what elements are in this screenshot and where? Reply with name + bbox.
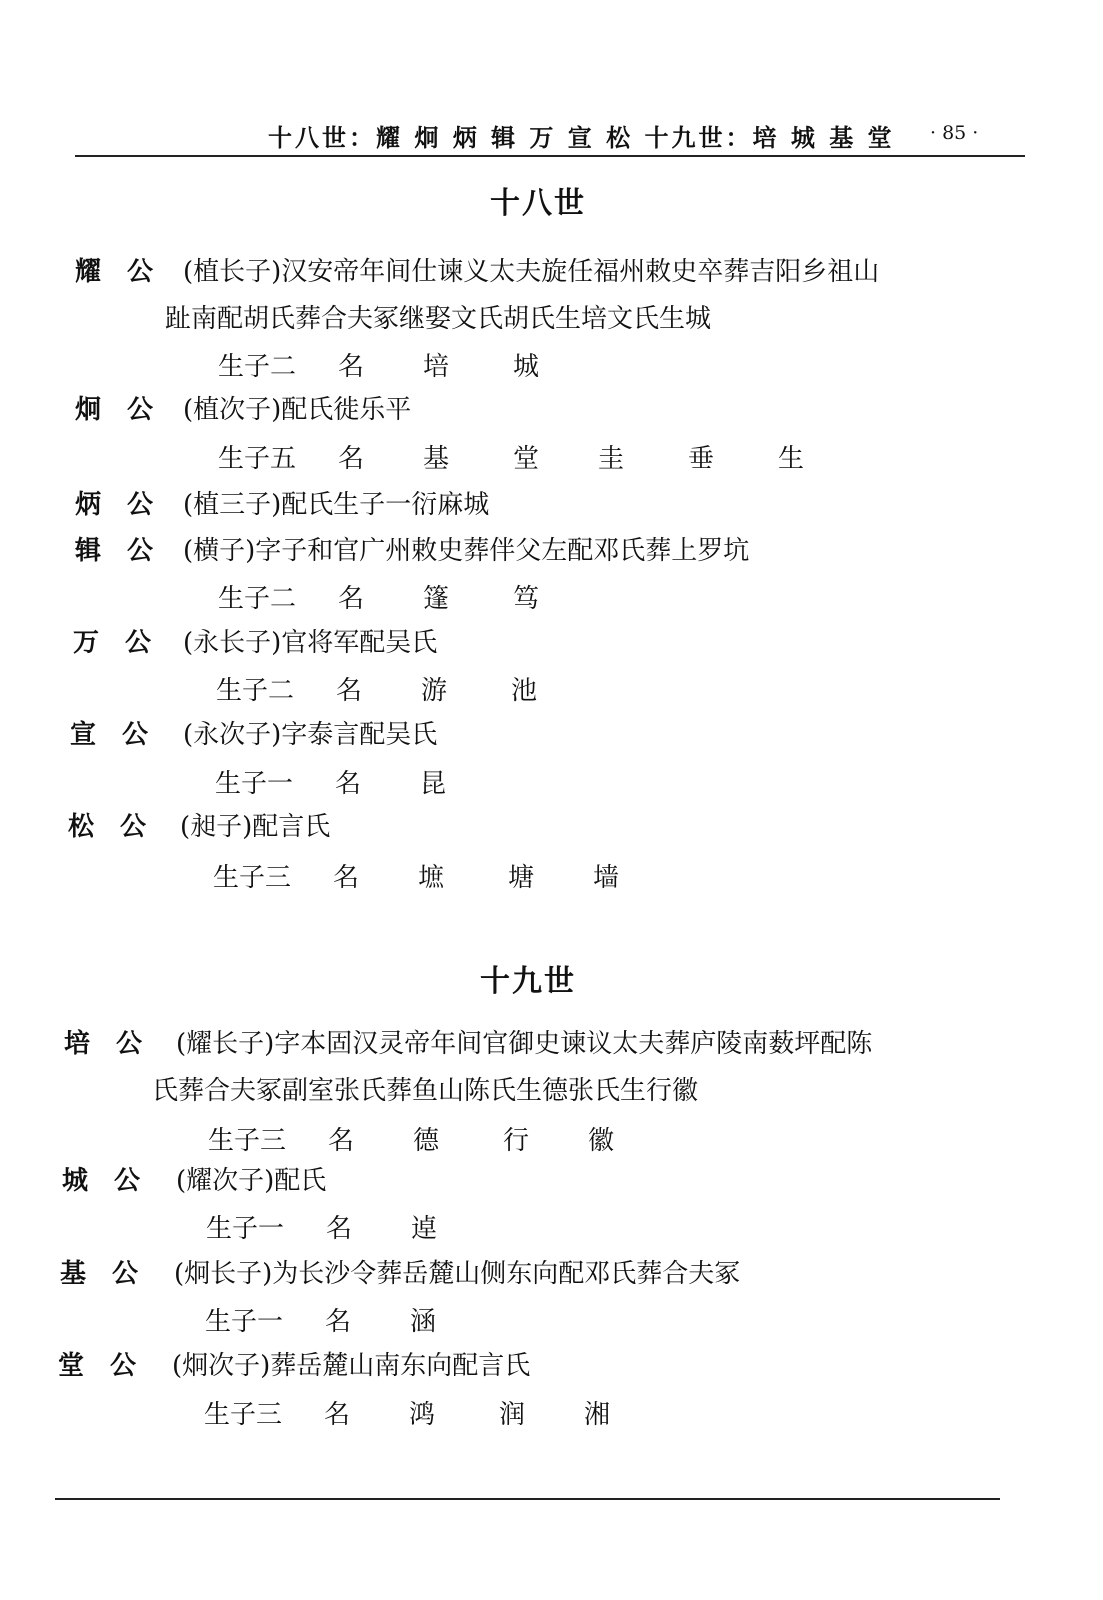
ancestor-honorific: 公 [112,1259,139,1289]
sons-line [0,582,1103,616]
ancestor-given-name: 炳 [75,490,102,520]
sons-name-label: 名 [326,1214,353,1244]
entry-description: (植次子)配氏徙乐平 [183,395,412,425]
son-name: 德 [413,1126,440,1156]
ancestor-given-name: 堂 [58,1351,85,1381]
son-name: 城 [513,352,540,382]
top-rule [75,155,1025,157]
ancestor-name [75,255,153,289]
son-name: 篷 [423,584,450,614]
sons-name-label: 名 [338,444,365,474]
sons-line [0,1398,1103,1432]
ancestor-name [68,810,146,844]
sons-count: 生子三 [204,1400,283,1430]
ancestor-name [58,1349,136,1383]
entry-description-continued: 趾南配胡氏葬合夫冢继娶文氏胡氏生培文氏生城 [165,304,712,334]
entry-description-continued: 氏葬合夫冢副室张氏葬鱼山陈氏生德张氏生行徽 [152,1076,699,1106]
ancestor-honorific: 公 [127,490,154,520]
son-name: 生 [778,444,805,474]
entry-description: (横子)字子和官广州敕史葬伴父左配邓氏葬上罗坑 [183,536,750,566]
ancestor-honorific: 公 [122,720,149,750]
sons-line [0,1124,1103,1158]
sons-count: 生子二 [216,676,295,706]
bottom-rule [55,1498,1000,1500]
sons-count: 生子一 [205,1307,284,1337]
son-name: 基 [423,444,450,474]
entry-description: (永长子)官将军配吴氏 [183,628,438,658]
ancestor-honorific: 公 [120,812,147,842]
sons-name-label: 名 [336,676,363,706]
sons-line [0,674,1103,708]
sons-count: 生子五 [218,444,297,474]
ancestor-name [75,393,153,427]
sons-line [0,1305,1103,1339]
sons-name-label: 名 [333,863,360,893]
ancestor-honorific: 公 [127,257,154,287]
entry-description: (永次子)字泰言配吴氏 [183,720,438,750]
sons-line [0,861,1103,895]
generation-title: 十九世 [480,964,576,999]
sons-name-label: 名 [338,584,365,614]
sons-count: 生子二 [218,352,297,382]
sons-count: 生子三 [213,863,292,893]
son-name: 行 [503,1126,530,1156]
sons-count: 生子一 [206,1214,285,1244]
ancestor-name [75,534,153,568]
ancestor-given-name: 培 [64,1029,91,1059]
sons-line [0,1212,1103,1246]
ancestor-honorific: 公 [127,395,154,425]
son-name: 昆 [420,769,447,799]
ancestor-honorific: 公 [114,1166,141,1196]
sons-count: 生子二 [218,584,297,614]
sons-count: 生子一 [215,769,294,799]
son-name: 游 [421,676,448,706]
ancestor-name [75,488,153,522]
ancestor-honorific: 公 [125,628,152,658]
entry-description: (耀长子)字本固汉灵帝年间官御史谏议太夫葬庐陵南薮坪配陈 [176,1029,873,1059]
son-name: 垂 [688,444,715,474]
son-name: 墌 [418,863,445,893]
entry-description: (炯次子)葬岳麓山南东向配言氏 [172,1351,531,1381]
entry-description: (植长子)汉安帝年间仕谏义太夫旋任福州敕史卒葬吉阳乡祖山 [183,257,880,287]
page-number: · 85 · [930,122,979,144]
ancestor-given-name: 松 [68,812,95,842]
ancestor-honorific: 公 [110,1351,137,1381]
entry-description: (昶子)配言氏 [180,812,331,842]
son-name: 墙 [593,863,620,893]
sons-line [0,442,1103,476]
sons-line [0,767,1103,801]
sons-name-label: 名 [328,1126,355,1156]
ancestor-name [60,1257,138,1291]
sons-count: 生子三 [208,1126,287,1156]
son-name: 圭 [598,444,625,474]
son-name: 涵 [410,1307,437,1337]
entry-description: (耀次子)配氏 [176,1166,327,1196]
ancestor-given-name: 炯 [75,395,102,425]
ancestor-given-name: 基 [60,1259,87,1289]
ancestor-honorific: 公 [116,1029,143,1059]
son-name: 逴 [411,1214,438,1244]
ancestor-name [70,718,148,752]
entry-description: (炯长子)为长沙令葬岳麓山侧东向配邓氏葬合夫冢 [174,1259,741,1289]
son-name: 湘 [584,1400,611,1430]
ancestor-given-name: 耀 [75,257,102,287]
sons-name-label: 名 [335,769,362,799]
son-name: 池 [511,676,538,706]
sons-line [0,350,1103,384]
sons-name-label: 名 [324,1400,351,1430]
ancestor-given-name: 万 [73,628,100,658]
ancestor-name [73,626,151,660]
son-name: 笃 [513,584,540,614]
son-name: 培 [423,352,450,382]
son-name: 堂 [513,444,540,474]
ancestor-name [64,1027,142,1061]
son-name: 徽 [588,1126,615,1156]
ancestor-honorific: 公 [127,536,154,566]
running-header: 十八世：耀 炯 炳 辑 万 宣 松 十九世：培 城 基 堂 [268,124,895,152]
ancestor-given-name: 宣 [70,720,97,750]
entry-description: (植三子)配氏生子一衍麻城 [183,490,490,520]
son-name: 润 [499,1400,526,1430]
generation-title: 十八世 [490,186,586,221]
sons-name-label: 名 [325,1307,352,1337]
son-name: 鸿 [409,1400,436,1430]
ancestor-given-name: 辑 [75,536,102,566]
ancestor-name [62,1164,140,1198]
ancestor-given-name: 城 [62,1166,89,1196]
son-name: 塘 [508,863,535,893]
sons-name-label: 名 [338,352,365,382]
